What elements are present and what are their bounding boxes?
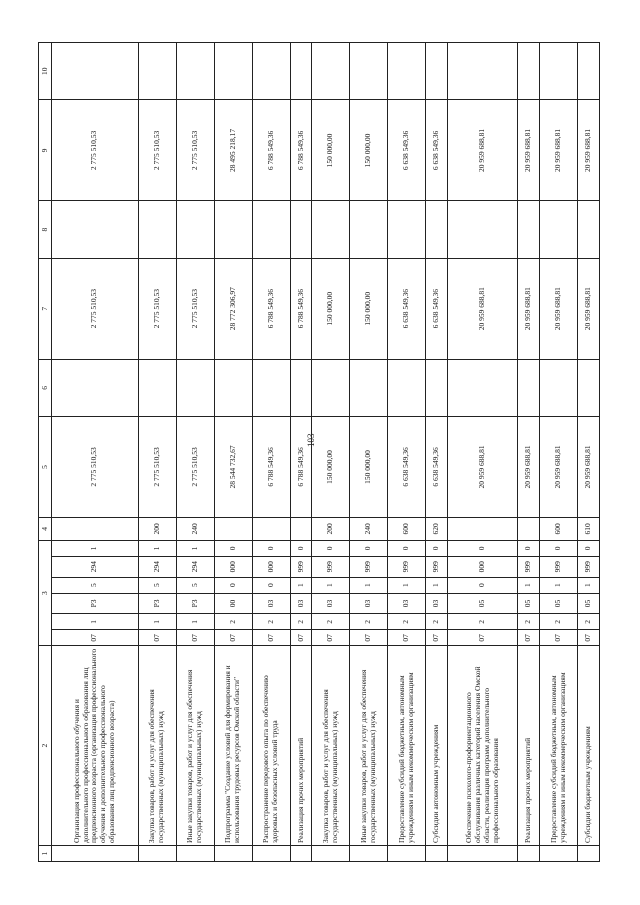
classification-code-cell: 1 [138,540,176,556]
classification-code-cell: 2 [518,614,540,630]
amount-cell-6 [214,359,252,416]
amount-cell-10 [138,43,176,100]
classification-code-cell: 05 [540,593,578,614]
classification-code-cell: 07 [138,630,176,646]
classification-code-cell: 294 [176,556,214,577]
classification-code-cell: 999 [312,556,350,577]
classification-code-cell: 2 [447,614,517,630]
item-name-cell: Обеспечение психолого-профориентационного обслуживания различных категорий населения Омской области, реализация программ дополнительного профессионального образования [447,646,517,846]
amount-cell-7: 2 775 510,53 [176,258,214,359]
amount-cell-9: 6 638 549,36 [426,100,448,201]
classification-code-cell: 07 [52,630,139,646]
classification-code-cell: 000 [214,556,252,577]
classification-code-cell: 000 [447,556,517,577]
header-cell: 1 [39,845,52,861]
amount-cell-6 [578,359,600,416]
amount-cell-6 [447,359,517,416]
amount-cell-10 [252,43,290,100]
amount-cell-8 [518,201,540,258]
amount-cell-5: 20 959 688,81 [578,417,600,518]
classification-code-cell: 0 [447,540,517,556]
amount-cell-7: 28 772 306,97 [214,258,252,359]
amount-cell-6 [350,359,388,416]
amount-cell-6 [252,359,290,416]
amount-cell-5: 28 544 732,67 [214,417,252,518]
amount-cell-5: 2 775 510,53 [52,417,139,518]
amount-cell-9: 20 959 688,81 [518,100,540,201]
table-row [540,43,578,862]
item-name-cell: Закупка товаров, работ и услуг для обеспечения государственных (муниципальных) нужд [138,646,176,846]
classification-code-cell: 999 [426,556,448,577]
table-body [52,43,600,862]
item-name-cell: Иные закупки товаров, работ и услуг для обеспечения государственных (муниципальных) нужд [176,646,214,846]
classification-code-cell: 2 [540,614,578,630]
classification-code-cell: 999 [388,556,426,577]
item-name-cell: Предоставление субсидий бюджетным, автономным учреждениям и иным некоммерческим организациям [540,646,578,846]
classification-code-cell: P3 [176,593,214,614]
amount-cell-5: 20 959 688,81 [447,417,517,518]
classification-code-cell: 1 [518,577,540,593]
amount-cell-8 [388,201,426,258]
classification-code-cell: 07 [176,630,214,646]
classification-code-cell: 0 [388,540,426,556]
table-row [426,43,448,862]
amount-cell-10 [518,43,540,100]
classification-code-cell: 0 [447,577,517,593]
amount-cell-8 [540,201,578,258]
classification-code-cell: 999 [578,556,600,577]
amount-cell-6 [388,359,426,416]
classification-code-cell: 999 [350,556,388,577]
classification-code-cell: P3 [52,593,139,614]
amount-cell-6 [138,359,176,416]
item-name-cell: Иные закупки товаров, работ и услуг для обеспечения государственных (муниципальных) нужд [350,646,388,846]
classification-code-cell: 0 [540,540,578,556]
classification-code-cell: 0 [518,540,540,556]
table-row [350,43,388,862]
amount-cell-7: 150 000,00 [312,258,350,359]
amount-cell-7: 2 775 510,53 [52,258,139,359]
classification-code-cell: 05 [578,593,600,614]
classification-code-cell: 1 [578,577,600,593]
classification-code-cell: 07 [252,630,290,646]
row-index-cell [540,845,578,861]
amount-cell-8 [252,201,290,258]
header-cell: 4 [39,517,52,540]
classification-code-cell: 07 [447,630,517,646]
expense-type-cell: 200 [312,517,350,540]
amount-cell-9: 2 775 510,53 [176,100,214,201]
amount-cell-6 [176,359,214,416]
classification-code-cell: 03 [252,593,290,614]
classification-code-cell: 1 [52,540,139,556]
header-cell: 3 [39,540,52,646]
classification-code-cell: 5 [138,577,176,593]
header-cell: 9 [39,100,52,201]
classification-code-cell: 07 [578,630,600,646]
row-index-cell [214,845,252,861]
expense-type-cell: 240 [350,517,388,540]
classification-code-cell: 03 [350,593,388,614]
classification-code-cell: 0 [312,540,350,556]
classification-code-cell: 294 [138,556,176,577]
classification-code-cell: 00 [214,593,252,614]
row-index-cell [290,845,312,861]
expense-type-cell: 600 [388,517,426,540]
classification-code-cell: 0 [290,540,312,556]
row-index-cell [350,845,388,861]
classification-code-cell: 000 [252,556,290,577]
amount-cell-9: 150 000,00 [350,100,388,201]
row-index-cell [52,845,139,861]
budget-table [38,42,600,862]
header-cell: 10 [39,43,52,100]
amount-cell-5: 150 000,00 [350,417,388,518]
classification-code-cell: 999 [290,556,312,577]
amount-cell-7: 150 000,00 [350,258,388,359]
amount-cell-10 [388,43,426,100]
classification-code-cell: 07 [388,630,426,646]
amount-cell-9: 20 959 688,81 [447,100,517,201]
classification-code-cell: 1 [312,577,350,593]
expense-type-cell [214,517,252,540]
amount-cell-8 [52,201,139,258]
amount-cell-10 [578,43,600,100]
classification-code-cell: 2 [214,614,252,630]
amount-cell-7: 20 959 688,81 [578,258,600,359]
expense-type-cell [52,517,139,540]
header-cell: 6 [39,359,52,416]
classification-code-cell: 1 [52,614,139,630]
row-index-cell [252,845,290,861]
classification-code-cell: 1 [176,540,214,556]
item-name-cell: Подпрограмма "Создание условий для формирования и использования трудовых ресурсов Омской области" [214,646,252,846]
classification-code-cell: 05 [447,593,517,614]
table-row [252,43,290,862]
table-row [214,43,252,862]
amount-cell-10 [312,43,350,100]
amount-cell-9: 2 775 510,53 [138,100,176,201]
classification-code-cell: 07 [540,630,578,646]
amount-cell-5: 2 775 510,53 [176,417,214,518]
classification-code-cell: 5 [52,577,139,593]
amount-cell-5: 6 638 549,36 [388,417,426,518]
classification-code-cell: 1 [138,614,176,630]
classification-code-cell: 0 [252,577,290,593]
amount-cell-5: 6 638 549,36 [426,417,448,518]
amount-cell-9: 2 775 510,53 [52,100,139,201]
classification-code-cell: 1 [540,577,578,593]
amount-cell-9: 20 959 688,81 [578,100,600,201]
classification-code-cell: 07 [214,630,252,646]
classification-code-cell: 03 [290,593,312,614]
amount-cell-6 [52,359,139,416]
classification-code-cell: 1 [350,577,388,593]
classification-code-cell: 999 [518,556,540,577]
classification-code-cell: 07 [312,630,350,646]
amount-cell-9: 150 000,00 [312,100,350,201]
classification-code-cell: 0 [214,540,252,556]
item-name-cell: Субсидии автономным учреждениям [426,646,448,846]
amount-cell-7: 20 959 688,81 [447,258,517,359]
amount-cell-10 [350,43,388,100]
amount-cell-8 [138,201,176,258]
classification-code-cell: 07 [426,630,448,646]
expense-type-cell [252,517,290,540]
classification-code-cell: 0 [426,540,448,556]
expense-type-cell: 200 [138,517,176,540]
classification-code-cell: 07 [290,630,312,646]
classification-code-cell: 0 [578,540,600,556]
table-row [578,43,600,862]
amount-cell-9: 6 788 549,36 [252,100,290,201]
classification-code-cell: 2 [388,614,426,630]
amount-cell-10 [540,43,578,100]
classification-code-cell: 03 [388,593,426,614]
expense-type-cell: 620 [426,517,448,540]
amount-cell-7: 20 959 688,81 [540,258,578,359]
classification-code-cell: 03 [426,593,448,614]
expense-type-cell: 240 [176,517,214,540]
classification-code-cell: 07 [518,630,540,646]
item-name-cell: Организация профессионального обучения и дополнительного профессионального образования лиц предпенсионного возраста (организация профессионального обучения и дополнительного профессионального образования лиц предпенсионного возраста) [52,646,139,846]
table-row [388,43,426,862]
rotated-page [38,42,600,862]
amount-cell-6 [518,359,540,416]
page-number: 103 [306,433,316,447]
expense-type-cell [447,517,517,540]
classification-code-cell: 1 [426,577,448,593]
row-index-cell [312,845,350,861]
amount-cell-7: 6 638 549,36 [426,258,448,359]
amount-cell-7: 20 959 688,81 [518,258,540,359]
classification-code-cell: 2 [426,614,448,630]
amount-cell-6 [290,359,312,416]
amount-cell-10 [214,43,252,100]
amount-cell-8 [176,201,214,258]
amount-cell-8 [578,201,600,258]
classification-code-cell: 0 [214,577,252,593]
classification-code-cell: 07 [350,630,388,646]
row-index-cell [426,845,448,861]
amount-cell-10 [447,43,517,100]
classification-code-cell: 2 [312,614,350,630]
amount-cell-10 [290,43,312,100]
item-name-cell: Реализация прочих мероприятий [290,646,312,846]
classification-code-cell: 0 [350,540,388,556]
amount-cell-5: 6 788 549,36 [252,417,290,518]
amount-cell-5: 20 959 688,81 [540,417,578,518]
classification-code-cell: 2 [252,614,290,630]
table-row [447,43,517,862]
expense-type-cell: 610 [578,517,600,540]
row-index-cell [578,845,600,861]
classification-code-cell: 2 [578,614,600,630]
row-index-cell [138,845,176,861]
classification-code-cell: 1 [290,577,312,593]
amount-cell-9: 6 788 549,36 [290,100,312,201]
header-cell: 2 [39,646,52,846]
amount-cell-8 [350,201,388,258]
classification-code-cell: 05 [518,593,540,614]
header-row [39,43,52,862]
row-index-cell [447,845,517,861]
row-index-cell [518,845,540,861]
item-name-cell: Реализация прочих мероприятий [518,646,540,846]
amount-cell-5: 2 775 510,53 [138,417,176,518]
row-index-cell [388,845,426,861]
header-cell: 5 [39,417,52,518]
classification-code-cell: 5 [176,577,214,593]
expense-type-cell: 600 [540,517,578,540]
amount-cell-5: 150 000,00 [312,417,350,518]
amount-cell-7: 2 775 510,53 [138,258,176,359]
amount-cell-8 [214,201,252,258]
header-cell: 7 [39,258,52,359]
amount-cell-7: 6 638 549,36 [388,258,426,359]
classification-code-cell: 0 [252,540,290,556]
amount-cell-7: 6 788 549,36 [290,258,312,359]
item-name-cell: Предоставление субсидий бюджетным, автономным учреждениям и иным некоммерческим организациям [388,646,426,846]
table-row [138,43,176,862]
amount-cell-5: 20 959 688,81 [518,417,540,518]
amount-cell-6 [312,359,350,416]
classification-code-cell: 999 [540,556,578,577]
amount-cell-9: 6 638 549,36 [388,100,426,201]
expense-type-cell [290,517,312,540]
table-row [312,43,350,862]
amount-cell-8 [447,201,517,258]
amount-cell-5: 6 788 549,36 [290,417,312,518]
item-name-cell: Субсидии бюджетным учреждениям [578,646,600,846]
table-row [52,43,139,862]
amount-cell-9: 28 495 218,17 [214,100,252,201]
header-cell: 8 [39,201,52,258]
amount-cell-7: 6 788 549,36 [252,258,290,359]
amount-cell-10 [176,43,214,100]
amount-cell-6 [426,359,448,416]
item-name-cell: Закупка товаров, работ и услуг для обеспечения государственных (муниципальных) нужд [312,646,350,846]
table-row [176,43,214,862]
classification-code-cell: 03 [312,593,350,614]
amount-cell-10 [52,43,139,100]
classification-code-cell: 294 [52,556,139,577]
item-name-cell: Распространение передового опыта по обеспечению здоровых и безопасных условий труда [252,646,290,846]
row-index-cell [176,845,214,861]
table-row [518,43,540,862]
amount-cell-10 [426,43,448,100]
expense-type-cell [518,517,540,540]
classification-code-cell: P3 [138,593,176,614]
amount-cell-8 [426,201,448,258]
classification-code-cell: 2 [350,614,388,630]
table-row [290,43,312,862]
classification-code-cell: 1 [176,614,214,630]
classification-code-cell: 1 [388,577,426,593]
classification-code-cell: 2 [290,614,312,630]
amount-cell-8 [290,201,312,258]
amount-cell-9: 20 959 688,81 [540,100,578,201]
amount-cell-8 [312,201,350,258]
amount-cell-6 [540,359,578,416]
